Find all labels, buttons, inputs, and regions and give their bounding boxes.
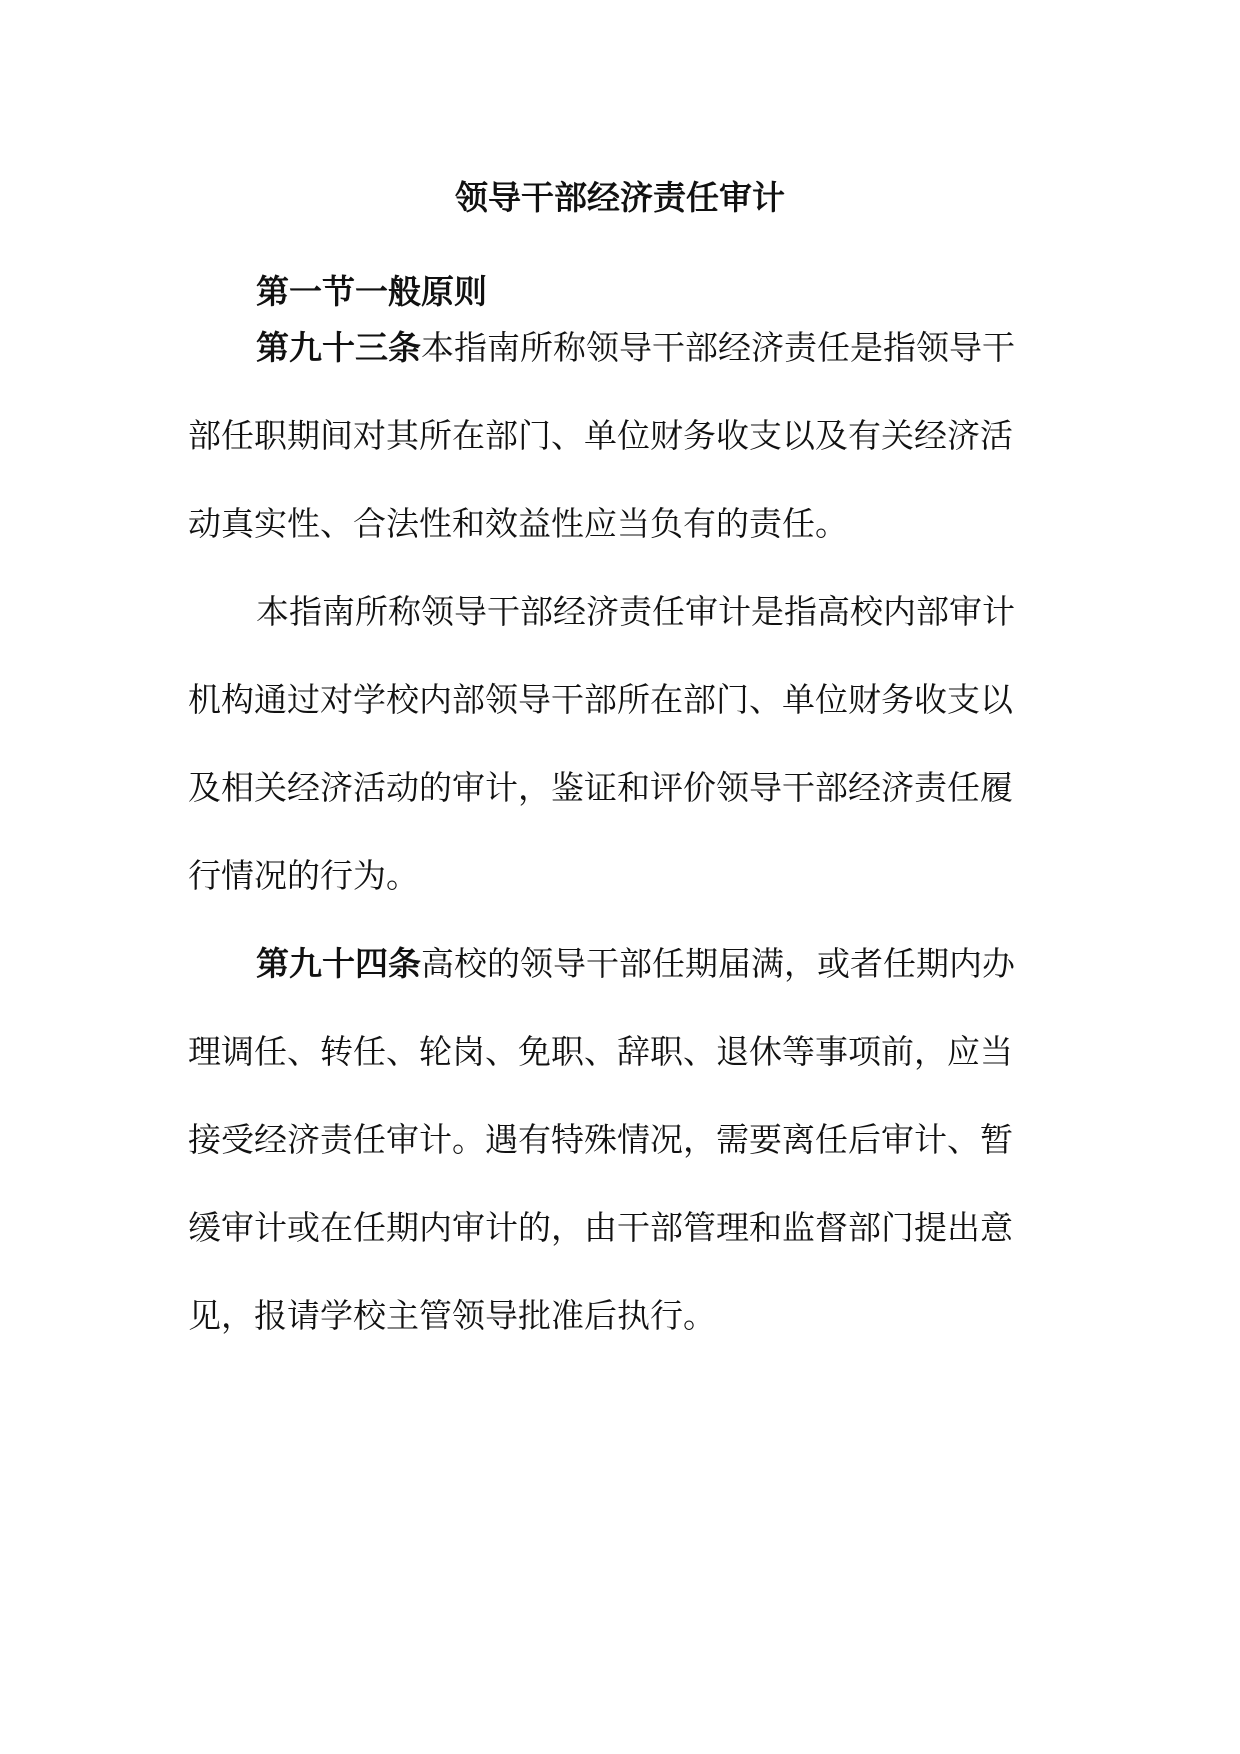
section-heading: 第一节一般原则 xyxy=(256,272,487,311)
article-94-line-4: 缓审计或在任期内审计的，由干部管理和监督部门提出意 xyxy=(188,1208,1013,1247)
article-93-line-2: 部任职期间对其所在部门、单位财务收支以及有关经济活 xyxy=(188,416,1013,455)
article-94-line-3: 接受经济责任审计。遇有特殊情况，需要离任后审计、暂 xyxy=(188,1120,1013,1159)
document-title: 领导干部经济责任审计 xyxy=(455,178,785,217)
article-94-line-5: 见，报请学校主管领导批准后执行。 xyxy=(188,1296,716,1335)
article-94-label: 第九十四条 xyxy=(256,944,421,983)
paragraph-2-line-2: 机构通过对学校内部领导干部所在部门、单位财务收支以 xyxy=(188,680,1013,719)
article-93-line-3: 动真实性、合法性和效益性应当负有的责任。 xyxy=(188,504,848,543)
paragraph-2-line-1: 本指南所称领导干部经济责任审计是指高校内部审计 xyxy=(256,592,1015,631)
article-93-text: 本指南所称领导干部经济责任是指领导干 xyxy=(421,328,1015,367)
article-94-text: 高校的领导干部任期届满，或者任期内办 xyxy=(421,944,1015,983)
article-94-line-2: 理调任、转任、轮岗、免职、辞职、退休等事项前，应当 xyxy=(188,1032,1013,1071)
article-94-first-line xyxy=(256,942,1028,986)
paragraph-2-line-4: 行情况的行为。 xyxy=(188,856,419,895)
article-93-label: 第九十三条 xyxy=(256,328,421,367)
paragraph-2-line-3: 及相关经济活动的审计，鉴证和评价领导干部经济责任履 xyxy=(188,768,1013,807)
article-93-first-line xyxy=(256,326,1028,370)
